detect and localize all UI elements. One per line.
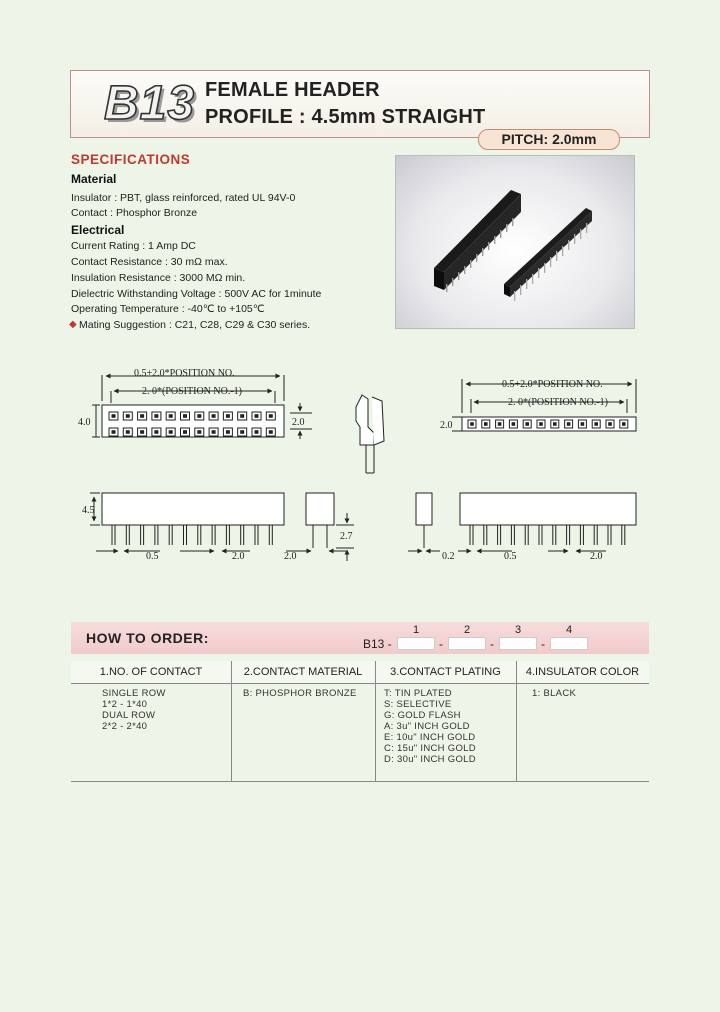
column-header-color: 4.INSULATOR COLOR — [525, 666, 640, 678]
hole-center — [126, 414, 130, 418]
order-code-num-4: 4 — [565, 624, 573, 636]
order-code-prefix: B13 - — [363, 637, 392, 651]
dual-row-connector-image — [434, 190, 521, 292]
hole-center — [112, 414, 116, 418]
hole-center — [183, 430, 187, 434]
cell-line: B: PHOSPHOR BRONZE — [243, 688, 357, 699]
table-divider — [516, 661, 517, 782]
hole-center — [608, 422, 612, 426]
cell-line: 2*2 - 2*40 — [102, 721, 148, 732]
hole-center — [581, 422, 585, 426]
hole-center — [553, 422, 557, 426]
dim-pitch-dual: 2. 0*(POSITION NO.-1) — [142, 386, 242, 397]
dim-total-dual: 0.5+2.0*POSITION NO. — [134, 368, 235, 379]
how-to-order-title: HOW TO ORDER: — [86, 630, 209, 646]
order-code-dash: - — [490, 637, 494, 651]
hole-center — [154, 430, 158, 434]
cell-line: 1*2 - 1*40 — [102, 699, 148, 710]
hole-center — [212, 414, 216, 418]
cell-line: D: 30u" INCH GOLD — [384, 754, 476, 765]
hole-center — [269, 430, 273, 434]
dim-height-single: 2.0 — [440, 420, 453, 431]
part-code: B13 — [104, 77, 196, 130]
order-code-box-4 — [550, 637, 588, 650]
hole-center — [226, 414, 230, 418]
table-divider — [375, 661, 376, 782]
spec-current-rating: Current Rating : 1 Amp DC — [71, 240, 196, 252]
hole-center — [240, 414, 244, 418]
hole-center — [470, 422, 474, 426]
spec-operating-temperature: Operating Temperature : -40℃ to +105℃ — [71, 303, 265, 315]
dim-total-single: 0.5+2.0*POSITION NO. — [502, 379, 603, 390]
dual-row-top-view — [92, 375, 312, 439]
hole-center — [154, 414, 158, 418]
spec-insulator: Insulator : PBT, glass reinforced, rated UL 94V-0 — [71, 192, 296, 204]
hole-center — [197, 430, 201, 434]
hole-center — [169, 414, 173, 418]
cell-line: G: GOLD FLASH — [384, 710, 461, 721]
hole-center — [169, 430, 173, 434]
specifications-heading: SPECIFICATIONS — [71, 152, 191, 167]
dim-row-pitch: 2.0 — [292, 417, 305, 428]
hole-center — [255, 414, 259, 418]
order-code-dash: - — [541, 637, 545, 651]
hole-center — [183, 414, 187, 418]
dim-side-width: 2.0 — [284, 551, 297, 562]
hole-center — [140, 430, 144, 434]
side-view-single — [408, 493, 440, 551]
order-code-box-2 — [448, 637, 486, 650]
electrical-heading: Electrical — [71, 223, 125, 237]
hole-center — [512, 422, 516, 426]
spec-mating-suggestion: Mating Suggestion : C21, C28, C29 & C30 series. — [79, 319, 311, 331]
connector-photo-illustration — [396, 156, 636, 330]
dim-single-offset: 0.5 — [504, 551, 517, 562]
dim-pin-length: 2.7 — [340, 531, 353, 542]
single-row-connector-image — [504, 208, 592, 301]
hole-center — [197, 414, 201, 418]
pitch-badge: PITCH: 2.0mm — [478, 129, 620, 150]
dim-single-pitch: 2.0 — [590, 551, 603, 562]
hole-center — [622, 422, 626, 426]
cell-line: 1: BLACK — [532, 688, 577, 699]
product-title: FEMALE HEADER — [205, 79, 380, 101]
column-contacts-cells — [102, 688, 166, 732]
order-code-num-2: 2 — [463, 624, 471, 636]
cell-line: C: 15u" INCH GOLD — [384, 743, 476, 754]
cell-line: E: 10u" INCH GOLD — [384, 732, 476, 743]
hole-center — [226, 430, 230, 434]
hole-center — [525, 422, 529, 426]
product-photo — [395, 155, 635, 329]
cell-line: S: SELECTIVE — [384, 699, 452, 710]
hole-center — [567, 422, 571, 426]
spec-contact: Contact : Phosphor Bronze — [71, 207, 198, 219]
side-profile-sketch — [356, 395, 384, 473]
order-code-box-1 — [397, 637, 435, 650]
column-header-plating: 3.CONTACT PLATING — [390, 666, 501, 678]
dim-pin-pitch: 2.0 — [232, 551, 245, 562]
front-view-pins — [112, 525, 272, 545]
column-color-cells — [532, 688, 576, 699]
table-divider — [231, 661, 232, 782]
technical-drawings — [0, 355, 720, 575]
single-front-view-pins — [470, 525, 625, 545]
cell-line: SINGLE ROW — [102, 688, 166, 699]
order-code-num-3: 3 — [514, 624, 522, 636]
hole-center — [112, 430, 116, 434]
hole-center — [484, 422, 488, 426]
hole-center — [212, 430, 216, 434]
dim-pin-width: 0.2 — [442, 551, 455, 562]
hole-center — [498, 422, 502, 426]
dim-pitch-single: 2. 0*(POSITION NO.-1) — [508, 397, 608, 408]
cell-line: A: 3u" INCH GOLD — [384, 721, 470, 732]
column-header-material: 2.CONTACT MATERIAL — [243, 666, 363, 678]
spec-dielectric-voltage: Dielectric Withstanding Voltage : 500V AC for 1minute — [71, 288, 322, 300]
dual-row-front-view — [90, 493, 284, 551]
hole-center — [539, 422, 543, 426]
order-code-num-1: 1 — [412, 624, 420, 636]
column-header-contacts: 1.NO. OF CONTACT — [99, 666, 203, 678]
column-material-cells — [243, 688, 357, 699]
order-code-dash: - — [439, 637, 443, 651]
spec-insulation-resistance: Insulation Resistance : 3000 MΩ min. — [71, 272, 246, 284]
dim-height-dual: 4.0 — [78, 417, 91, 428]
cell-line: DUAL ROW — [102, 710, 156, 721]
hole-center — [240, 430, 244, 434]
cell-line: T: TIN PLATED — [384, 688, 452, 699]
hole-center — [140, 414, 144, 418]
hole-center — [126, 430, 130, 434]
column-plating-cells — [384, 688, 476, 765]
dim-body-height: 4.5 — [82, 505, 95, 516]
hole-center — [269, 414, 273, 418]
spec-contact-resistance: Contact Resistance : 30 mΩ max. — [71, 256, 228, 268]
order-code-box-3 — [499, 637, 537, 650]
single-row-front-view — [458, 493, 636, 551]
hole-center — [255, 430, 259, 434]
hole-center — [594, 422, 598, 426]
bullet-diamond-icon: ◆ — [69, 319, 77, 330]
product-profile: PROFILE : 4.5mm STRAIGHT — [205, 106, 486, 128]
dim-pin-offset: 0.5 — [146, 551, 159, 562]
material-heading: Material — [71, 172, 117, 186]
